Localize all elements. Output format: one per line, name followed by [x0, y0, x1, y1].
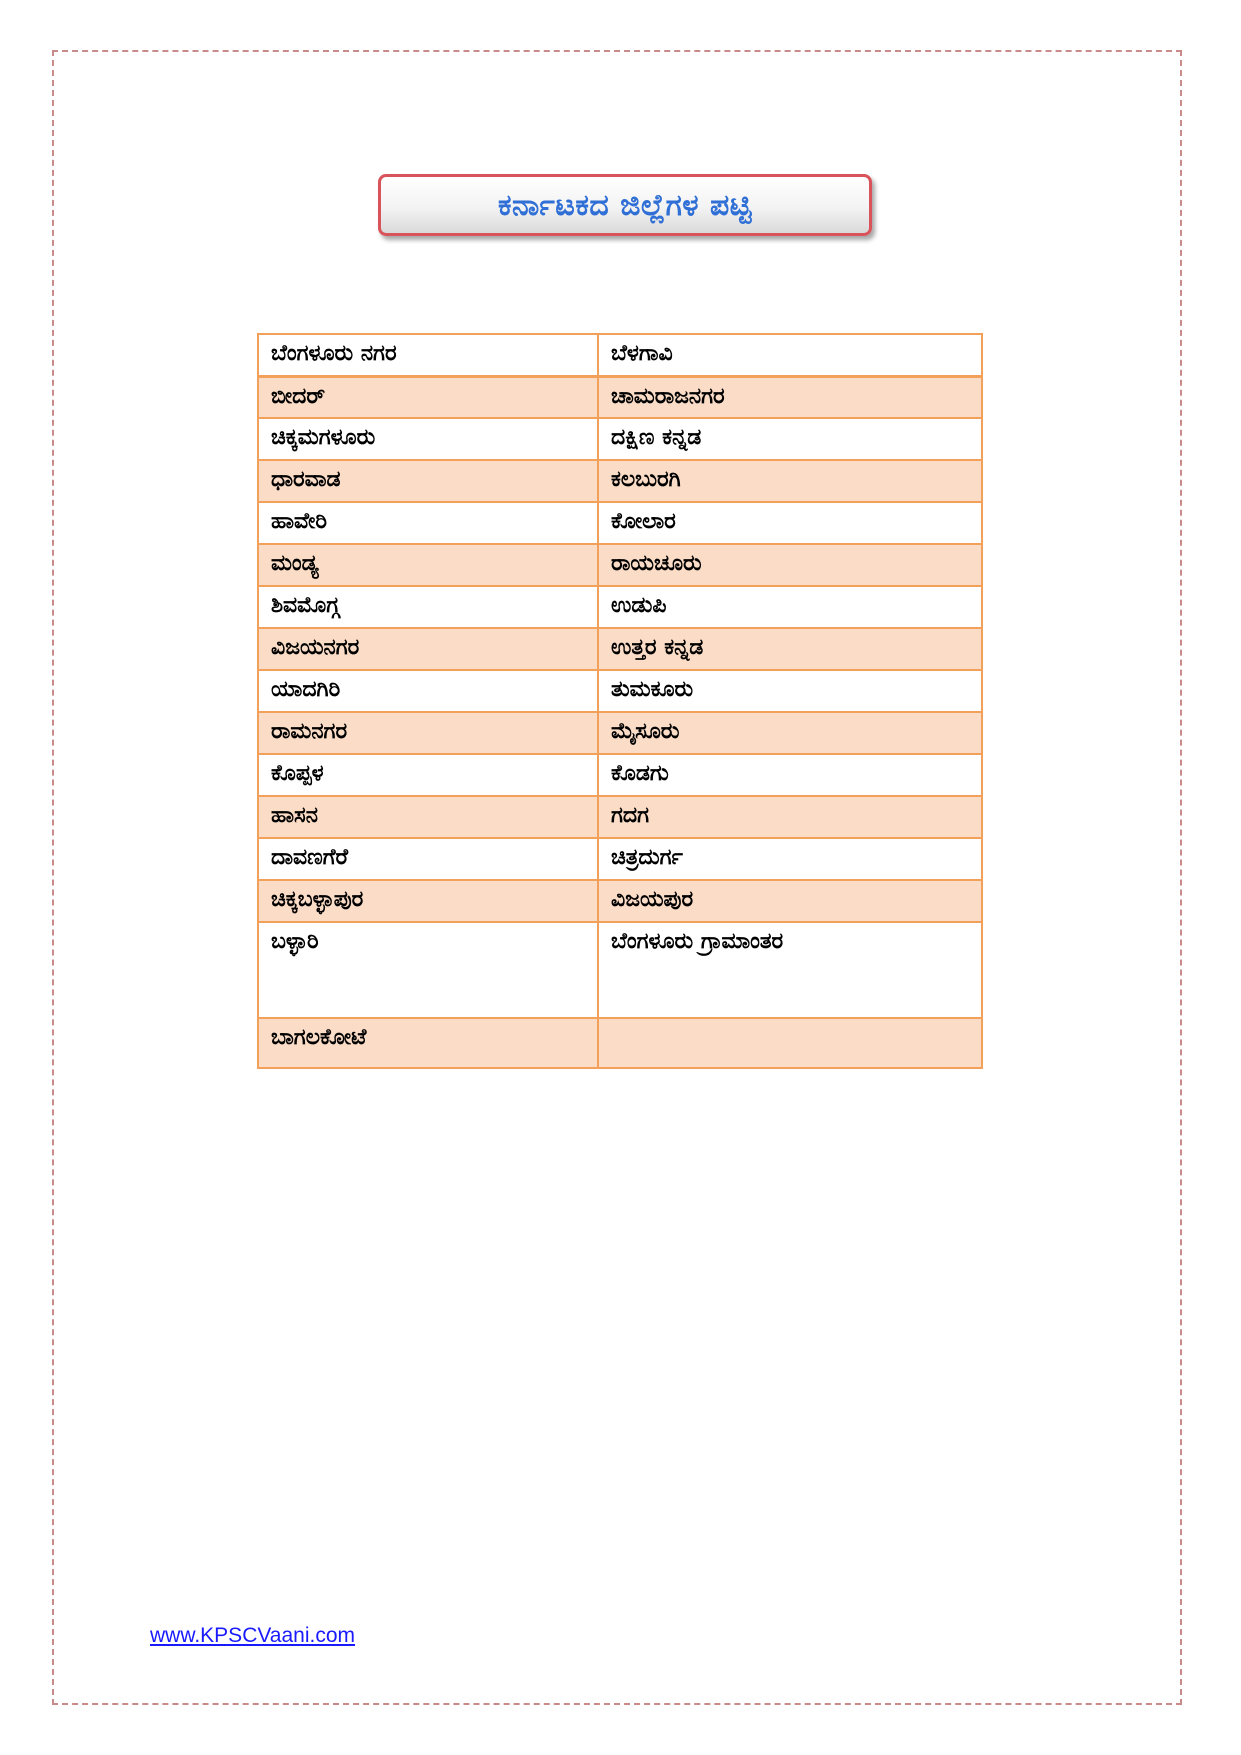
table-row: [258, 838, 982, 880]
table-cell: ಬೆಳಗಾವಿ: [598, 334, 982, 376]
table-cell: ಚಿಕ್ಕಬಳ್ಳಾಪುರ: [258, 880, 598, 922]
district-table: [257, 333, 983, 1069]
table-cell: ಗದಗ: [598, 796, 982, 838]
table-cell: ಮಂಡ್ಯ: [258, 544, 598, 586]
table-row: [258, 376, 982, 418]
website-link[interactable]: www.KPSCVaani.com: [150, 1624, 356, 1647]
table-row: [258, 670, 982, 712]
table-cell: ಹಾವೇರಿ: [258, 502, 598, 544]
table-cell: ದಕ್ಷಿಣ ಕನ್ನಡ: [598, 418, 982, 460]
table-cell: ಉಡುಪಿ: [598, 586, 982, 628]
table-cell: ಕಲಬುರಗಿ: [598, 460, 982, 502]
table-cell: ಕೊಡಗು: [598, 754, 982, 796]
table-cell: ಚಾಮರಾಜನಗರ: [598, 376, 982, 418]
table-cell: ಹಾಸನ: [258, 796, 598, 838]
table-cell: ಬೀದರ್: [258, 376, 598, 418]
table-cell: ಧಾರವಾಡ: [258, 460, 598, 502]
table-cell: ದಾವಣಗೆರೆ: [258, 838, 598, 880]
table-cell: ಉತ್ತರ ಕನ್ನಡ: [598, 628, 982, 670]
table-cell: ಕೊಪ್ಪಳ: [258, 754, 598, 796]
table-row: [258, 502, 982, 544]
table-cell: ಕೋಲಾರ: [598, 502, 982, 544]
page-title: ಕರ್ನಾಟಕದ ಜಿಲ್ಲೆಗಳ ಪಟ್ಟಿ: [497, 187, 753, 223]
table-row: [258, 796, 982, 838]
table-row: [258, 418, 982, 460]
table-cell: ಮೈಸೂರು: [598, 712, 982, 754]
table-row: [258, 628, 982, 670]
table-row: [258, 922, 982, 1018]
table-cell: ಬಾಗಲಕೋಟೆ: [258, 1018, 598, 1068]
table-row: [258, 586, 982, 628]
table-cell: ಯಾದಗಿರಿ: [258, 670, 598, 712]
table-row: [258, 460, 982, 502]
table-cell: ಚಿಕ್ಕಮಗಳೂರು: [258, 418, 598, 460]
table-cell: ಚಿತ್ರದುರ್ಗ: [598, 838, 982, 880]
table-row: [258, 712, 982, 754]
table-cell: [598, 1018, 982, 1068]
table-cell: ರಾಮನಗರ: [258, 712, 598, 754]
table-cell: ಬೆಂಗಳೂರು ಗ್ರಾಮಾಂತರ: [598, 922, 982, 1018]
table-cell: ಬೆಂಗಳೂರು ನಗರ: [258, 334, 598, 376]
table-cell: ಬಳ್ಳಾರಿ: [258, 922, 598, 1018]
table-cell: ಶಿವಮೊಗ್ಗ: [258, 586, 598, 628]
table-cell: ವಿಜಯನಗರ: [258, 628, 598, 670]
table-row: [258, 880, 982, 922]
table-row: [258, 1018, 982, 1068]
title-banner: [378, 174, 872, 236]
table-cell: ವಿಜಯಪುರ: [598, 880, 982, 922]
table-row: [258, 334, 982, 376]
table-cell: ರಾಯಚೂರು: [598, 544, 982, 586]
table-row: [258, 754, 982, 796]
table-cell: ತುಮಕೂರು: [598, 670, 982, 712]
table-row: [258, 544, 982, 586]
